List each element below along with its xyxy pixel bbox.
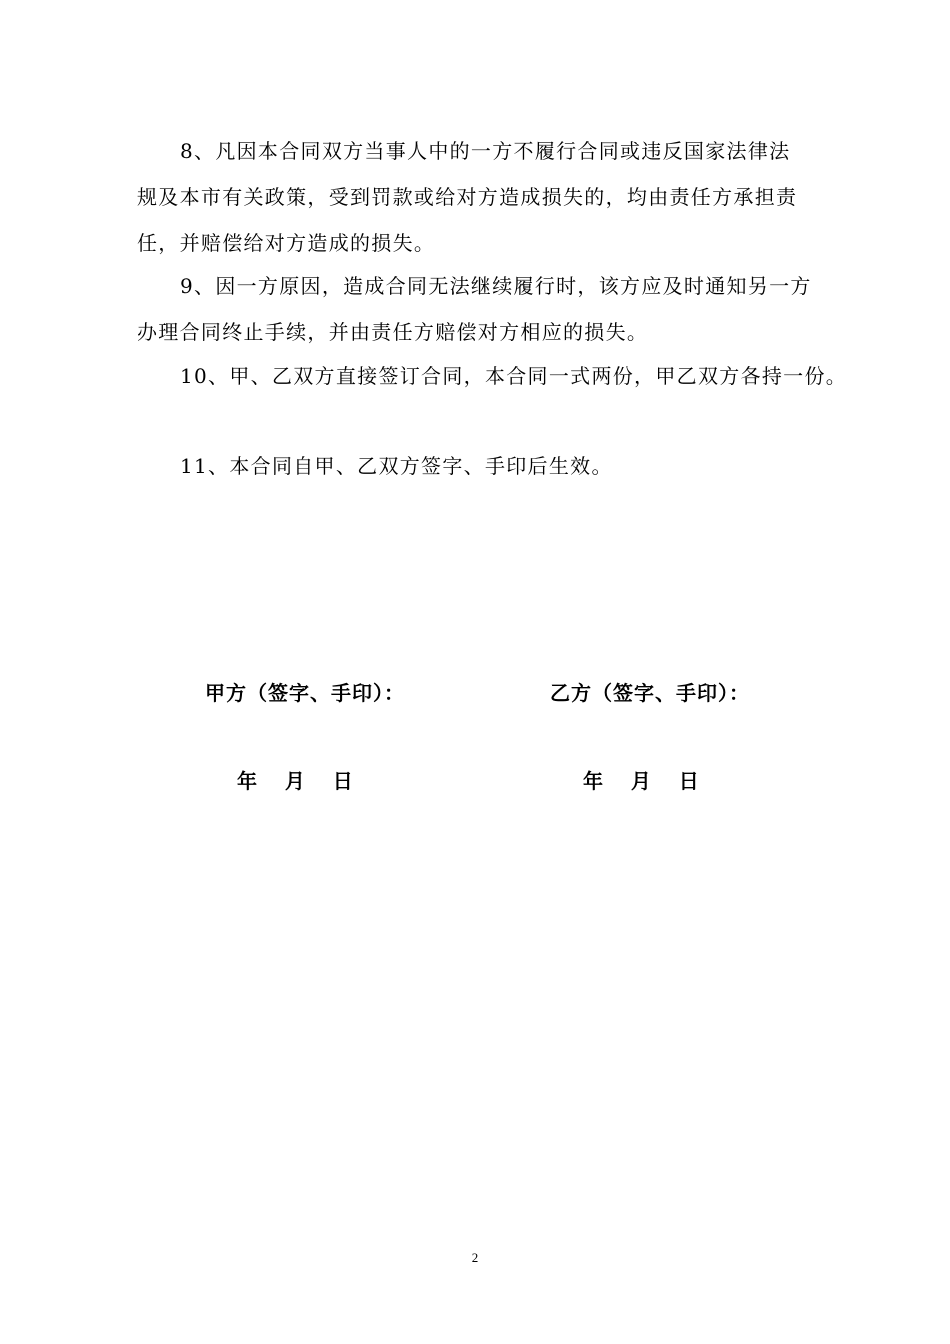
clause-9-line-2: 办理合同终止手续，并由责任方赔偿对方相应的损失。 xyxy=(137,320,649,344)
page-number: 2 xyxy=(471,1250,479,1265)
clause-8-line-3: 任，并赔偿给对方造成的损失。 xyxy=(137,231,436,255)
party-b-date: 年 月 日 xyxy=(583,769,699,793)
party-b-signature-label: 乙方（签字、手印）： xyxy=(550,681,750,705)
clause-9-line-1: 9、因一方原因，造成合同无法继续履行时，该方应及时通知另一方 xyxy=(180,274,812,298)
clause-10-line-1: 10、甲、乙双方直接签订合同，本合同一式两份，甲乙双方各持一份。 xyxy=(180,364,848,388)
clause-8-line-2: 规及本市有关政策，受到罚款或给对方造成损失的，均由责任方承担责 xyxy=(137,185,798,209)
clause-8-line-1: 8、凡因本合同双方当事人中的一方不履行合同或违反国家法律法 xyxy=(180,139,791,163)
party-a-signature-label: 甲方（签字、手印）： xyxy=(205,681,405,705)
clause-11-line-1: 11、本合同自甲、乙双方签字、手印后生效。 xyxy=(180,454,613,478)
party-a-date: 年 月 日 xyxy=(237,769,353,793)
